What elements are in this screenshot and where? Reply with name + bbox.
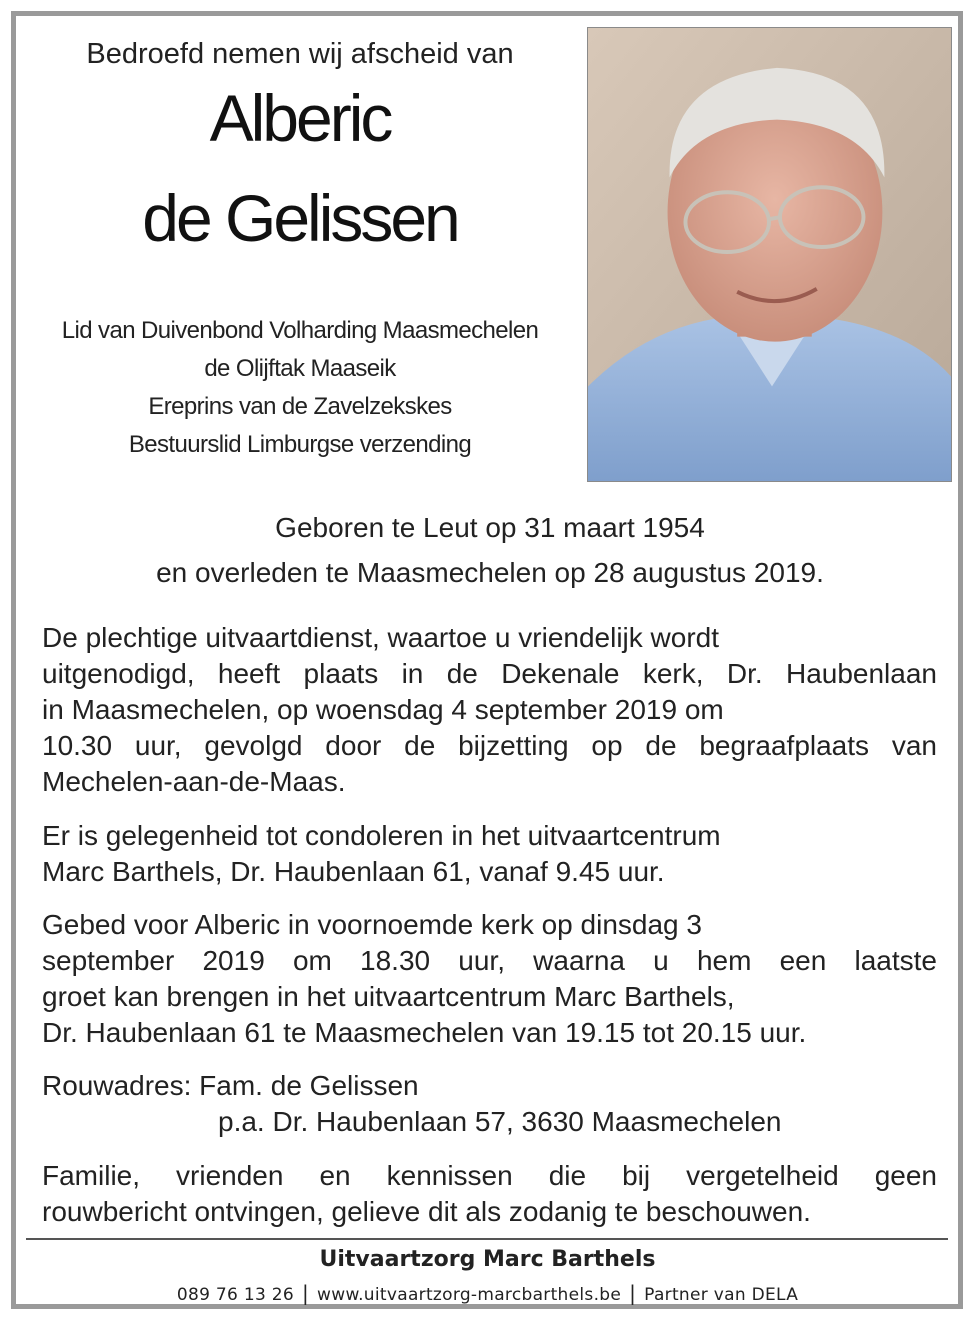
address-line: p.a. Dr. Haubenlaan 57, 3630 Maasmechelen xyxy=(218,1106,782,1137)
intro-text: Bedroefd nemen wij afscheid van xyxy=(86,38,514,70)
birth-line: Geboren te Leut op 31 maart 1954 xyxy=(275,512,705,543)
portrait-photo xyxy=(587,27,952,482)
prayer-line: september 2019 om 18.30 uur, waarna u hem een laatste xyxy=(42,945,937,976)
prayer-line: groet kan brengen in het uitvaartcentrum Marc Barthels, xyxy=(42,981,735,1012)
service-line: 10.30 uur, gevolgd door de bijzetting op de begraafplaats van xyxy=(42,730,937,761)
separator: | xyxy=(302,1281,310,1305)
deceased-first-name: Alberic xyxy=(209,81,391,155)
service-paragraph xyxy=(42,620,937,800)
condolence-line: Er is gelegenheid tot condoleren in het uitvaartcentrum xyxy=(42,820,721,851)
prayer-line: Dr. Haubenlaan 61 te Maasmechelen van 19.15 tot 20.15 uur. xyxy=(42,1017,807,1048)
footer-contact xyxy=(0,1281,975,1305)
address-line: Rouwadres: Fam. de Gelissen xyxy=(42,1070,419,1101)
separator: | xyxy=(629,1281,637,1305)
phone-number: 089 76 13 26 xyxy=(176,1285,294,1305)
deceased-last-name: de Gelissen xyxy=(142,181,458,255)
condolence-paragraph xyxy=(42,818,937,890)
membership-item: Ereprins van de Zavelzekskes xyxy=(148,393,452,420)
website-link[interactable]: www.uitvaartzorg-marcbarthels.be xyxy=(317,1285,622,1305)
prayer-line: Gebed voor Alberic in voornoemde kerk op dinsdag 3 xyxy=(42,909,702,940)
closing-paragraph xyxy=(42,1158,937,1230)
membership-item: Lid van Duivenbond Volharding Maasmechelen xyxy=(61,317,539,344)
footer-divider xyxy=(26,1238,948,1240)
service-line: in Maasmechelen, op woensdag 4 september 2019 om xyxy=(42,694,724,725)
membership-item: Bestuurslid Limburgse verzending xyxy=(128,431,472,458)
closing-line: Familie, vrienden en kennissen die bij vergetelheid geen xyxy=(42,1160,937,1191)
address-block xyxy=(42,1068,937,1140)
service-line: uitgenodigd, heeft plaats in de Dekenale kerk, Dr. Haubenlaan xyxy=(42,658,937,689)
funeral-company-name: Uitvaartzorg Marc Barthels xyxy=(319,1247,656,1272)
service-line: Mechelen-aan-de-Maas. xyxy=(42,766,346,797)
closing-line: rouwbericht ontvingen, gelieve dit als zodanig te beschouwen. xyxy=(42,1196,811,1227)
service-line: De plechtige uitvaartdienst, waartoe u vriendelijk wordt xyxy=(42,622,720,653)
memberships-list xyxy=(30,312,570,464)
prayer-paragraph xyxy=(42,907,937,1051)
death-line: en overleden te Maasmechelen op 28 augustus 2019. xyxy=(156,557,824,588)
condolence-line: Marc Barthels, Dr. Haubenlaan 61, vanaf 9.45 uur. xyxy=(42,856,665,887)
membership-item: de Olijftak Maaseik xyxy=(204,355,396,382)
partner-text: Partner van DELA xyxy=(644,1285,799,1305)
